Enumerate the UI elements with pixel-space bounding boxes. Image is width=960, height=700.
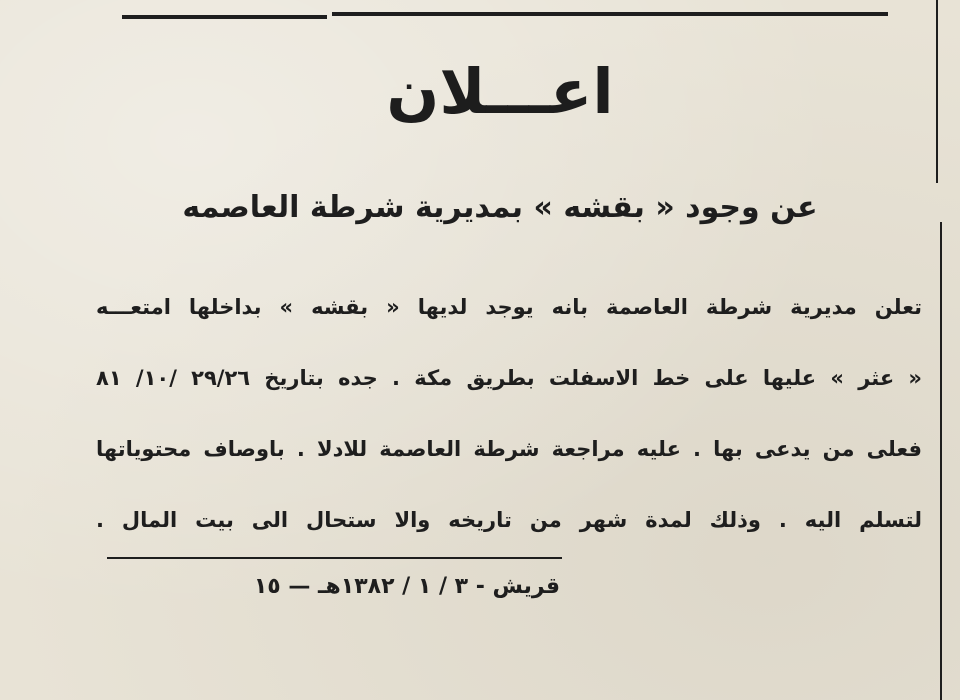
body-line-3: فعلى من يدعى بها . عليه مراجعة شرطة العاصمة للادلا . باوصاف محتوياتها (96, 437, 922, 461)
body-line-2: « عثر » عليها على خط الاسفلت بطريق مكة . جده بتاريخ ٢٩/٢٦ /١٠/ ٨١ (96, 366, 922, 390)
bottom-rule (107, 557, 562, 559)
notice-body (96, 272, 922, 556)
right-border-lower (940, 222, 942, 700)
notice-subtitle: عن وجود « بقشه » بمديرية شرطة العاصمه (182, 190, 818, 225)
publication-footer: قريش - ٣ / ١ / ١٣٨٢هـ — ١٥ (253, 574, 560, 599)
top-rule-right (332, 12, 888, 16)
notice-title: اعـــلان (386, 55, 614, 128)
right-border-upper (936, 0, 938, 183)
top-rule-left (122, 15, 327, 19)
body-line-1: تعلن مديرية شرطة العاصمة بانه يوجد لديها « بقشه » بداخلها امتعـــه (96, 295, 922, 319)
body-line-4: لتسلم اليه . وذلك لمدة شهر من تاريخه والا ستحال الى بيت المال . (96, 508, 922, 532)
